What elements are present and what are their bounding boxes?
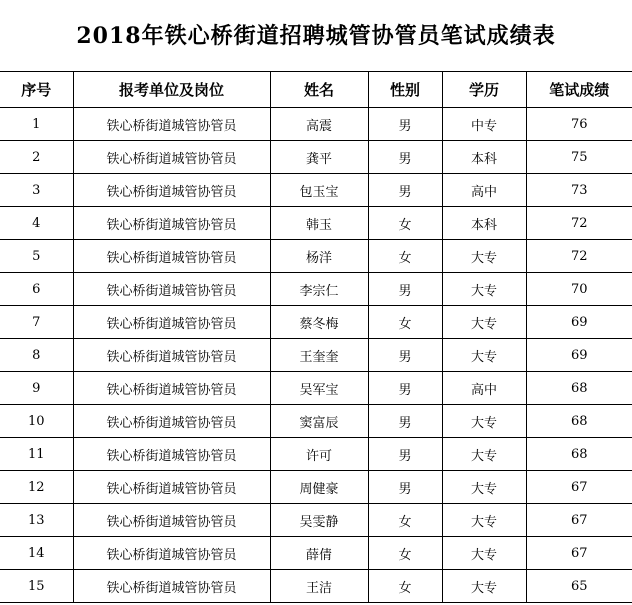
cell-score: 68 — [526, 372, 632, 405]
cell-education: 大专 — [442, 405, 526, 438]
cell-education: 大专 — [442, 471, 526, 504]
table-row — [0, 240, 632, 273]
table-row — [0, 141, 632, 174]
cell-education: 大专 — [442, 504, 526, 537]
cell-index: 8 — [0, 339, 73, 372]
table-row — [0, 207, 632, 240]
cell-score: 68 — [526, 438, 632, 471]
cell-name: 周健豪 — [270, 471, 368, 504]
cell-name: 吴军宝 — [270, 372, 368, 405]
cell-position: 铁心桥街道城管协管员 — [73, 438, 270, 471]
table-row — [0, 306, 632, 339]
cell-index: 6 — [0, 273, 73, 306]
cell-score: 65 — [526, 570, 632, 603]
cell-gender: 女 — [368, 207, 442, 240]
cell-index: 5 — [0, 240, 73, 273]
cell-education: 本科 — [442, 207, 526, 240]
table-row — [0, 339, 632, 372]
cell-name: 高震 — [270, 108, 368, 141]
cell-score: 69 — [526, 306, 632, 339]
cell-score: 69 — [526, 339, 632, 372]
cell-education: 大专 — [442, 438, 526, 471]
cell-index: 4 — [0, 207, 73, 240]
cell-education: 大专 — [442, 240, 526, 273]
table-row — [0, 438, 632, 471]
cell-name: 杨洋 — [270, 240, 368, 273]
cell-gender: 男 — [368, 405, 442, 438]
table-row — [0, 570, 632, 603]
cell-education: 大专 — [442, 570, 526, 603]
cell-position: 铁心桥街道城管协管员 — [73, 141, 270, 174]
score-table — [0, 71, 632, 603]
cell-name: 包玉宝 — [270, 174, 368, 207]
cell-name: 王奎奎 — [270, 339, 368, 372]
table-row — [0, 174, 632, 207]
cell-name: 王洁 — [270, 570, 368, 603]
cell-position: 铁心桥街道城管协管员 — [73, 537, 270, 570]
cell-gender: 女 — [368, 570, 442, 603]
cell-education: 高中 — [442, 174, 526, 207]
table-row — [0, 537, 632, 570]
cell-position: 铁心桥街道城管协管员 — [73, 273, 270, 306]
cell-gender: 男 — [368, 273, 442, 306]
cell-index: 2 — [0, 141, 73, 174]
cell-education: 高中 — [442, 372, 526, 405]
table-body — [0, 108, 632, 603]
cell-gender: 男 — [368, 141, 442, 174]
cell-education: 大专 — [442, 306, 526, 339]
table-row — [0, 504, 632, 537]
cell-score: 67 — [526, 471, 632, 504]
cell-gender: 男 — [368, 339, 442, 372]
cell-score: 72 — [526, 207, 632, 240]
cell-score: 73 — [526, 174, 632, 207]
cell-education: 大专 — [442, 537, 526, 570]
cell-score: 70 — [526, 273, 632, 306]
header-education: 学历 — [442, 72, 526, 108]
cell-name: 吴雯静 — [270, 504, 368, 537]
cell-score: 76 — [526, 108, 632, 141]
cell-name: 许可 — [270, 438, 368, 471]
cell-position: 铁心桥街道城管协管员 — [73, 240, 270, 273]
header-index: 序号 — [0, 72, 73, 108]
cell-name: 薛倩 — [270, 537, 368, 570]
cell-education: 中专 — [442, 108, 526, 141]
cell-position: 铁心桥街道城管协管员 — [73, 306, 270, 339]
cell-gender: 男 — [368, 108, 442, 141]
cell-score: 68 — [526, 405, 632, 438]
cell-position: 铁心桥街道城管协管员 — [73, 207, 270, 240]
cell-gender: 男 — [368, 471, 442, 504]
header-gender: 性别 — [368, 72, 442, 108]
cell-index: 12 — [0, 471, 73, 504]
cell-name: 龚平 — [270, 141, 368, 174]
cell-index: 15 — [0, 570, 73, 603]
cell-name: 韩玉 — [270, 207, 368, 240]
cell-index: 11 — [0, 438, 73, 471]
header-position: 报考单位及岗位 — [73, 72, 270, 108]
cell-gender: 男 — [368, 174, 442, 207]
cell-index: 7 — [0, 306, 73, 339]
cell-gender: 男 — [368, 372, 442, 405]
header-score: 笔试成绩 — [526, 72, 632, 108]
cell-name: 李宗仁 — [270, 273, 368, 306]
cell-position: 铁心桥街道城管协管员 — [73, 570, 270, 603]
table-row — [0, 273, 632, 306]
table-row — [0, 405, 632, 438]
cell-index: 10 — [0, 405, 73, 438]
cell-position: 铁心桥街道城管协管员 — [73, 339, 270, 372]
header-name: 姓名 — [270, 72, 368, 108]
table-row — [0, 108, 632, 141]
cell-index: 13 — [0, 504, 73, 537]
cell-position: 铁心桥街道城管协管员 — [73, 174, 270, 207]
cell-education: 本科 — [442, 141, 526, 174]
table-header-row — [0, 72, 632, 108]
cell-gender: 女 — [368, 537, 442, 570]
cell-index: 9 — [0, 372, 73, 405]
cell-index: 3 — [0, 174, 73, 207]
cell-position: 铁心桥街道城管协管员 — [73, 504, 270, 537]
cell-education: 大专 — [442, 273, 526, 306]
cell-index: 14 — [0, 537, 73, 570]
cell-gender: 女 — [368, 240, 442, 273]
page-title: 2018年铁心桥街道招聘城管协管员笔试成绩表 — [76, 23, 556, 49]
cell-score: 67 — [526, 537, 632, 570]
table-row — [0, 471, 632, 504]
cell-position: 铁心桥街道城管协管员 — [73, 405, 270, 438]
cell-education: 大专 — [442, 339, 526, 372]
cell-gender: 女 — [368, 306, 442, 339]
cell-score: 67 — [526, 504, 632, 537]
cell-name: 窦富辰 — [270, 405, 368, 438]
cell-position: 铁心桥街道城管协管员 — [73, 108, 270, 141]
cell-index: 1 — [0, 108, 73, 141]
cell-score: 75 — [526, 141, 632, 174]
cell-score: 72 — [526, 240, 632, 273]
table-row — [0, 372, 632, 405]
cell-gender: 女 — [368, 504, 442, 537]
cell-name: 蔡冬梅 — [270, 306, 368, 339]
cell-gender: 男 — [368, 438, 442, 471]
cell-position: 铁心桥街道城管协管员 — [73, 372, 270, 405]
cell-position: 铁心桥街道城管协管员 — [73, 471, 270, 504]
